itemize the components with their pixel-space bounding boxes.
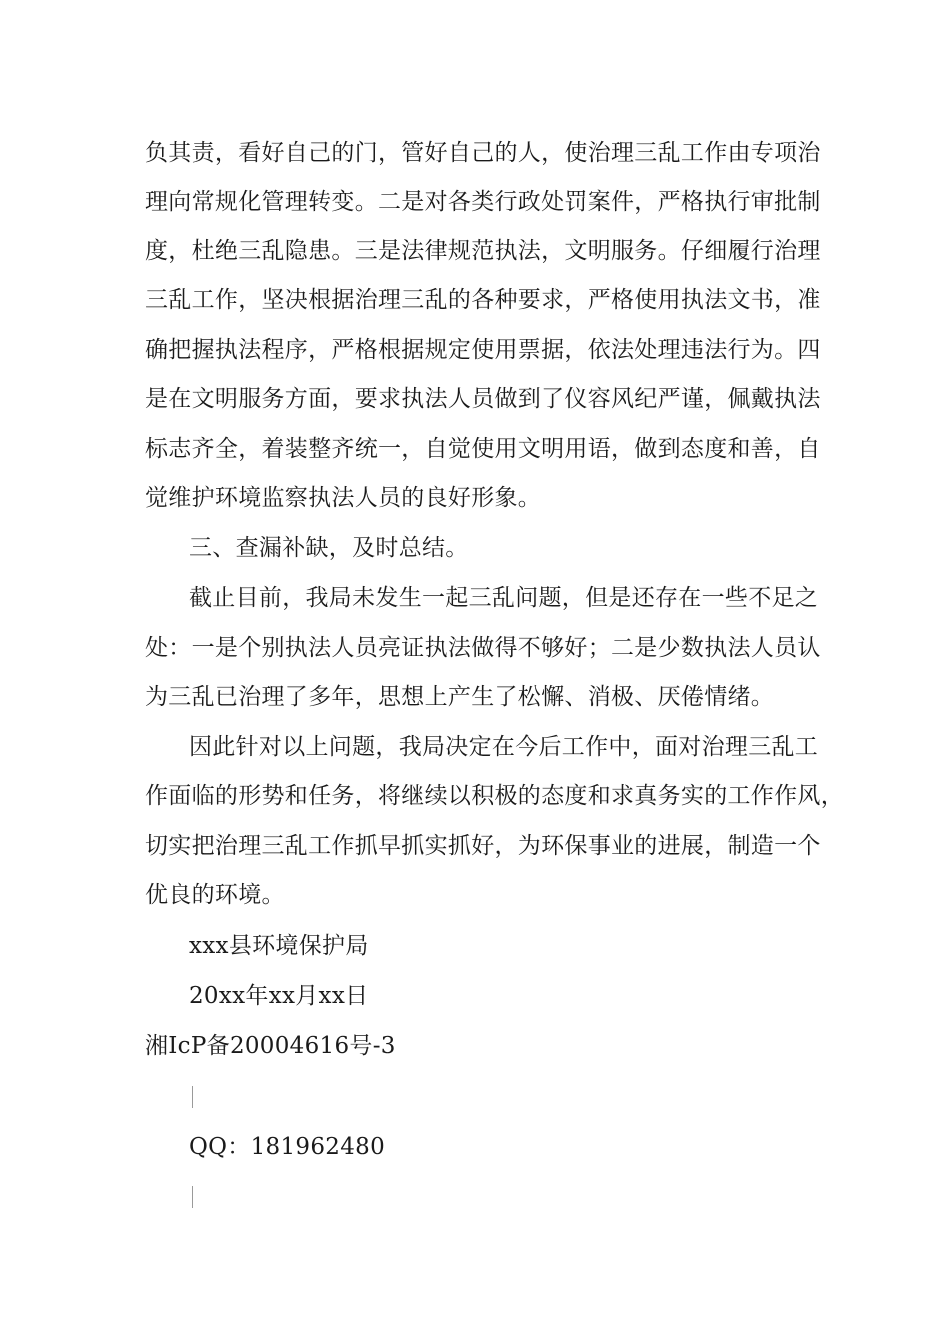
qq-contact: QQ：181962480 [189,1134,386,1160]
icp-record-link[interactable]: 湘IcP备20004616号-3 [145,1033,396,1059]
paragraph-1-line-6: 是在文明服务方面，要求执法人员做到了仪容风纪严谨，佩戴执法 [145,386,821,412]
paragraph-1-line-7: 标志齐全，着装整齐统一，自觉使用文明用语，做到态度和善，自 [145,436,821,462]
footer-divider [192,1086,193,1108]
paragraph-2-line-3: 为三乱已治理了多年，思想上产生了松懈、消极、厌倦情绪。 [145,684,775,710]
paragraph-1-line-5: 确把握执法程序，严格根据规定使用票据，依法处理违法行为。四 [145,337,821,363]
footer-divider [192,1186,193,1208]
paragraph-1-line-8: 觉维护环境监察执法人员的良好形象。 [145,485,542,511]
paragraph-2-line-2: 处：一是个别执法人员亮证执法做得不够好；二是少数执法人员认 [145,635,821,661]
paragraph-1-line-2: 理向常规化管理转变。二是对各类行政处罚案件，严格执行审批制 [145,189,821,215]
signature-org: xxx县环境保护局 [189,933,369,959]
signature-date: 20xx年xx月xx日 [189,983,369,1009]
paragraph-1-line-1: 负其责，看好自己的门，管好自己的人，使治理三乱工作由专项治 [145,140,821,166]
paragraph-3-line-1: 因此针对以上问题，我局决定在今后工作中，面对治理三乱工 [189,734,819,760]
paragraph-3-line-3: 切实把治理三乱工作抓早抓实抓好，为环保事业的进展，制造一个 [145,833,821,859]
paragraph-1-line-4: 三乱工作，坚决根据治理三乱的各种要求，严格使用执法文书，准 [145,287,821,313]
paragraph-3-line-4: 优良的环境。 [145,882,285,908]
paragraph-2-line-1: 截止目前，我局未发生一起三乱问题，但是还存在一些不足之 [189,585,819,611]
paragraph-1-line-3: 度，杜绝三乱隐患。三是法律规范执法，文明服务。仔细履行治理 [145,238,821,264]
section-heading-3: 三、查漏补缺，及时总结。 [189,535,469,561]
paragraph-3-line-2: 作面临的形势和任务，将继续以积极的态度和求真务实的工作作风， [145,783,844,809]
